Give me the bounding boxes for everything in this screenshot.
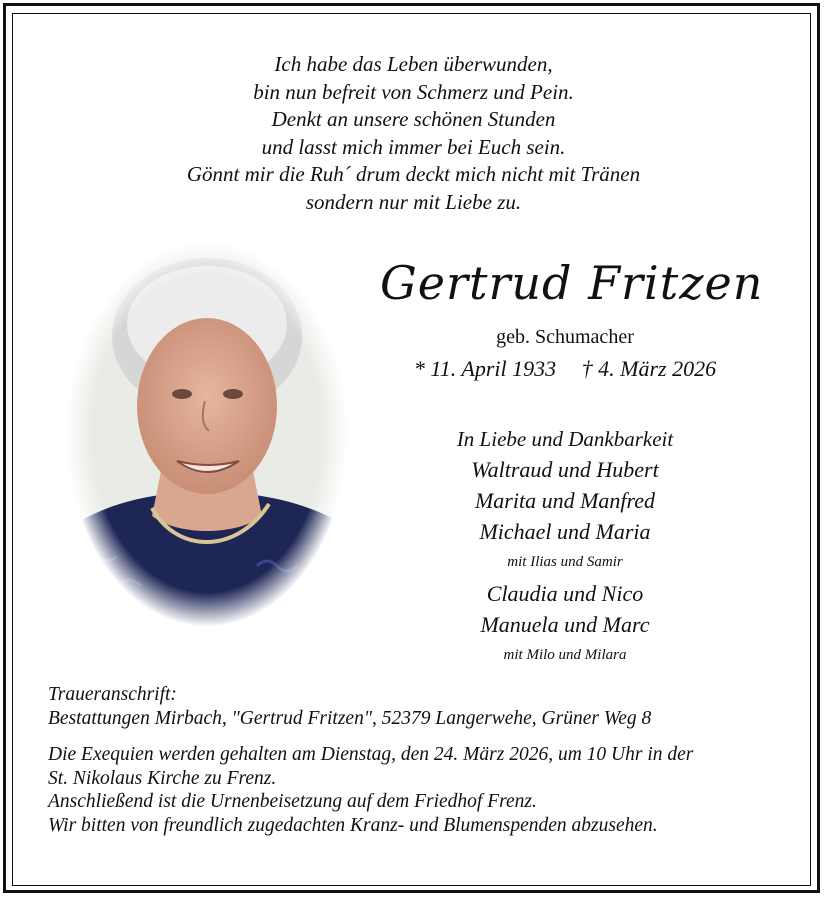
- mourner-line: Claudia und Nico: [486, 581, 644, 606]
- poem: [0, 51, 827, 217]
- service-line: Anschließend ist die Urnenbeisetzung auf dem Friedhof Frenz.: [48, 791, 537, 812]
- portrait-photo: [57, 236, 363, 646]
- mourner-children-line: mit Milo und Milara: [503, 647, 627, 663]
- maiden-name: geb. Schumacher: [496, 326, 634, 348]
- birth-date: * 11. April 1933: [413, 356, 557, 381]
- mourner-children-line: mit Ilias und Samir: [507, 554, 623, 570]
- service-line: Die Exequien werden gehalten am Dienstag, den 24. März 2026, um 10 Uhr in der: [48, 744, 694, 765]
- poem-line: bin nun befreit von Schmerz und Pein.: [253, 79, 574, 104]
- mourner-line: Michael und Maria: [479, 519, 651, 544]
- poem-line: Ich habe das Leben überwunden,: [274, 52, 553, 76]
- mourners-intro: In Liebe und Dankbarkeit: [456, 427, 674, 451]
- funeral-info: [48, 683, 808, 837]
- mourner-line: Manuela und Marc: [480, 612, 650, 637]
- mourner-line: Marita und Manfred: [474, 488, 656, 513]
- service-line: Wir bitten von freundlich zugedachten Kranz- und Blumenspenden abzusehen.: [48, 814, 658, 836]
- address-text: Bestattungen Mirbach, "Gertrud Fritzen", 52379 Langerwehe, Grüner Weg 8: [48, 707, 652, 729]
- poem-line: sondern nur mit Liebe zu.: [305, 189, 522, 214]
- death-date: † 4. März 2026: [581, 356, 717, 381]
- mourners-list: [380, 424, 750, 671]
- poem-line: Denkt an unsere schönen Stunden: [271, 107, 556, 132]
- service-line: St. Nikolaus Kirche zu Frenz.: [48, 767, 277, 789]
- life-dates: [380, 356, 750, 382]
- poem-line: Gönnt mir die Ruh´ drum deckt mich nicht mit Tränen: [186, 162, 641, 187]
- poem-line: und lasst mich immer bei Euch sein.: [261, 134, 566, 159]
- deceased-name: Gertrud Fritzen: [380, 256, 764, 310]
- address-label: Traueranschrift:: [48, 684, 177, 705]
- mourner-line: Waltraud und Hubert: [471, 457, 659, 482]
